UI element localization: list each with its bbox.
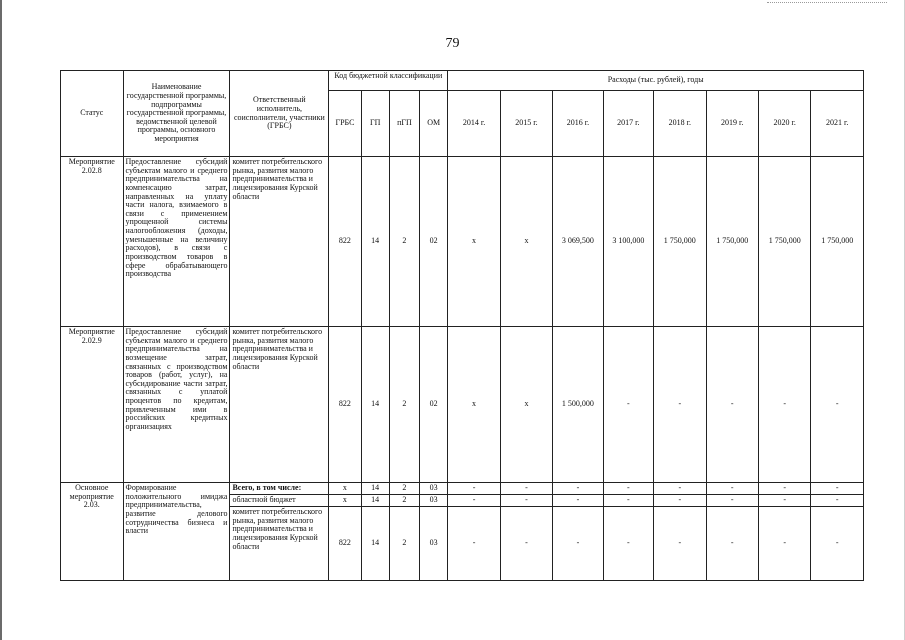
main-event-status: Основное мероприятие 2.03. [61, 483, 124, 581]
row-code: 2 [389, 495, 419, 507]
row-value: - [448, 495, 500, 507]
scan-marks [767, 2, 887, 5]
row-status: Мероприятие 2.02.9 [61, 327, 124, 483]
row-value: - [603, 495, 653, 507]
row-value: - [811, 495, 864, 507]
row-code: 03 [420, 495, 448, 507]
header-year: 2016 г. [553, 91, 603, 157]
row-value: - [654, 327, 706, 483]
row-value: - [706, 327, 758, 483]
row-executor: комитет потребительского рынка, развития малого предпринимательства и лицензирования Курской области [230, 507, 329, 581]
row-code: 2 [389, 157, 419, 327]
header-row-top [61, 71, 864, 91]
row-executor: комитет потребительского рынка, развития малого предпринимательства и лицензирования Курской области [230, 327, 329, 483]
header-code-gp: ГП [361, 91, 389, 157]
row-value: - [758, 483, 810, 495]
row-code: 822 [329, 507, 361, 581]
row-status: Мероприятие 2.02.8 [61, 157, 124, 327]
row-name: Предоставление субсидий субъектам малого и среднего предпринимательства на компенсацию затрат, направленных на уплату части налога, взимаемого в связи с применением упрощенной системы налогообложения (доходы, уменьшенные на величину расходов), в связи с производством товаров в сфере обрабатывающего производства [123, 157, 230, 327]
row-code: 2 [389, 327, 419, 483]
row-value: - [811, 483, 864, 495]
row-name: Предоставление субсидий субъектам малого и среднего предпринимательства на возмещение затрат, связанных с производством товаров (работ, услуг), на субсидирование части затрат, связанных с уплатой процентов по кредитам, привлеченным ими в российских кредитных организациях [123, 327, 230, 483]
row-value: - [758, 507, 810, 581]
row-executor-total: Всего, в том числе: [230, 483, 329, 495]
row-value: - [758, 495, 810, 507]
row-code: 14 [361, 495, 389, 507]
row-code: 822 [329, 327, 361, 483]
row-value: - [706, 483, 758, 495]
header-year: 2020 г. [758, 91, 810, 157]
header-status: Статус [61, 71, 124, 157]
header-executor: Ответственный исполнитель, соисполнители, участники (ГРБС) [230, 71, 329, 157]
row-value: - [448, 483, 500, 495]
row-value: - [654, 507, 706, 581]
header-year: 2019 г. [706, 91, 758, 157]
row-value: 1 750,000 [758, 157, 810, 327]
row-executor-regional: областной бюджет [230, 495, 329, 507]
row-value: 3 100,000 [603, 157, 653, 327]
row-code: 2 [389, 507, 419, 581]
row-value: - [706, 507, 758, 581]
row-value: 1 750,000 [706, 157, 758, 327]
row-value: x [448, 327, 500, 483]
page-number: 79 [445, 36, 460, 51]
row-value: - [758, 327, 810, 483]
row-value: - [603, 327, 653, 483]
row-value: - [500, 507, 552, 581]
page-left-edge [0, 0, 2, 640]
header-year: 2017 г. [603, 91, 653, 157]
row-code: 14 [361, 483, 389, 495]
row-code: 14 [361, 157, 389, 327]
row-value: - [553, 507, 603, 581]
row-value: 1 500,000 [553, 327, 603, 483]
header-year: 2014 г. [448, 91, 500, 157]
row-value: - [811, 327, 864, 483]
row-value: x [448, 157, 500, 327]
row-value: - [500, 495, 552, 507]
header-code-om: ОМ [420, 91, 448, 157]
row-value: x [500, 327, 552, 483]
row-value: - [553, 495, 603, 507]
row-code: 2 [389, 483, 419, 495]
header-year: 2015 г. [500, 91, 552, 157]
row-value: - [811, 507, 864, 581]
row-value: - [553, 483, 603, 495]
header-year: 2018 г. [654, 91, 706, 157]
row-value: - [448, 507, 500, 581]
row-value: - [654, 495, 706, 507]
row-value: 1 750,000 [654, 157, 706, 327]
row-value: - [706, 495, 758, 507]
row-code: 03 [420, 507, 448, 581]
row-value: - [603, 483, 653, 495]
table-row [61, 483, 864, 495]
budget-table [60, 70, 864, 581]
table-row [61, 157, 864, 327]
row-value: x [500, 157, 552, 327]
row-value: - [603, 507, 653, 581]
header-year: 2021 г. [811, 91, 864, 157]
header-budget-code: Код бюджетной классификации [329, 71, 448, 91]
row-executor: комитет потребительского рынка, развития малого предпринимательства и лицензирования Курской области [230, 157, 329, 327]
header-code-grbs: ГРБС [329, 91, 361, 157]
header-code-pgp: пГП [389, 91, 419, 157]
row-value: 3 069,500 [553, 157, 603, 327]
row-code: 03 [420, 483, 448, 495]
row-code: x [329, 483, 361, 495]
row-code: x [329, 495, 361, 507]
row-value: - [500, 483, 552, 495]
row-code: 02 [420, 327, 448, 483]
row-value: 1 750,000 [811, 157, 864, 327]
row-value: - [654, 483, 706, 495]
row-code: 02 [420, 157, 448, 327]
table-row [61, 327, 864, 483]
header-expenses: Расходы (тыс. рублей), годы [448, 71, 864, 91]
row-code: 14 [361, 507, 389, 581]
row-code: 822 [329, 157, 361, 327]
header-program-name: Наименование государственной программы, подпрограммы государственной программы, ведомственной целевой программы, основного мероприятия [123, 71, 230, 157]
row-code: 14 [361, 327, 389, 483]
main-event-name: Формирование положительного имиджа предпринимательства, развитие делового сотрудничества бизнеса и власти [123, 483, 230, 581]
